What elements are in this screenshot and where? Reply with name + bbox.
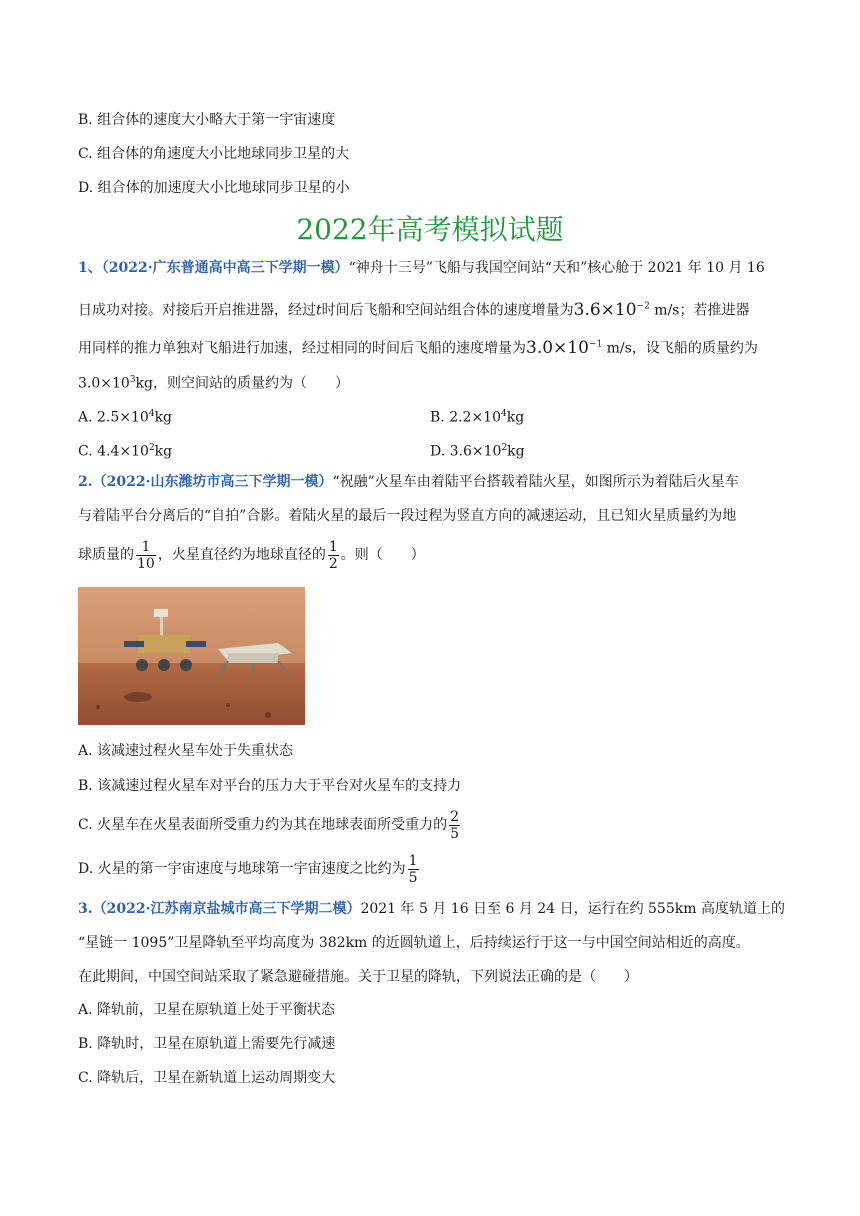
q1-velocity-1: $3.6\times 10^{-2}$ xyxy=(573,299,650,320)
q3-option-c: C. 降轨后，卫星在新轨道上运动周期变大 xyxy=(78,1070,336,1086)
q1-source: 1、（2022·广东普通高中高三下学期一模） xyxy=(78,260,349,276)
q1-line-1: 1、（2022·广东普通高中高三下学期一模）“神舟十三号”飞船与我国空间站“天和”核心舱于 2021 年 10 月 16 xyxy=(78,260,765,276)
q2-line-1: 2.（2022·山东潍坊市高三下学期一模）“祝融”火星车由着陆平台搭载着陆火星，如图所示为着陆后火星车 xyxy=(78,474,739,490)
prev-option-d: D. 组合体的加速度大小比地球同步卫星的小 xyxy=(78,180,350,196)
q3-line-2: “星链一 1095”卫星降轨至平均高度为 382km 的近圆轨道上，后持续运行于这一与中国空间站相近的高度。 xyxy=(78,935,750,951)
section-title: 2022年高考模拟试题 xyxy=(296,213,564,246)
q3-option-a: A. 降轨前，卫星在原轨道上处于平衡状态 xyxy=(78,1002,336,1018)
q2-line-2: 与着陆平台分离后的“自拍”合影。着陆火星的最后一段过程为竖直方向的减速运动，且已知火星质量约为地 xyxy=(78,508,737,524)
q1-line-3: 用同样的推力单独对飞船进行加速，经过相同的时间后飞船的速度增量为$3.0\times 10^{-1}$ m/s，设飞船的质量约为 xyxy=(78,337,758,358)
q2-line-3: 球质量的 $\frac{1}{10}$ ，火星直径约为地球直径的 $\frac{1}{2}$ 。则（ ） xyxy=(78,538,425,572)
q2-option-a: A. 该减速过程火星车处于失重状态 xyxy=(78,743,294,759)
prev-option-b: B. 组合体的速度大小略大于第一宇宙速度 xyxy=(78,112,336,128)
fraction-1-10: $\frac{1}{10}$ xyxy=(137,538,155,572)
q1-velocity-2: $3.0\times 10^{-1}$ xyxy=(526,337,603,358)
q3-option-b: B. 降轨时，卫星在原轨道上需要先行减速 xyxy=(78,1036,336,1052)
q1-line-4: $3.0\times 10^3kg$，则空间站的质量约为（ ） xyxy=(78,375,349,392)
q1-option-b: B. $2.2\times 10^4kg$ xyxy=(430,409,525,426)
q1-line-2: 日成功对接。对接后开启推进器，经过t时间后飞船和空间站组合体的速度增量为$3.6\times 10^{-2}$ m/s；若推进器 xyxy=(78,299,750,320)
q1-option-d: D. $3.6\times 10^2kg$ xyxy=(430,443,525,460)
q2-source: 2.（2022·山东潍坊市高三下学期一模） xyxy=(78,474,333,490)
q2-option-d: D. 火星的第一宇宙速度与地球第一宇宙速度之比约为 $\frac{1}{5}$ xyxy=(78,852,418,886)
fraction-2-5: $\frac{2}{5}$ xyxy=(450,808,460,842)
q2-option-b: B. 该减速过程火星车对平台的压力大于平台对火星车的支持力 xyxy=(78,778,462,794)
mars-rover-photo xyxy=(78,587,305,725)
fraction-1-5: $\frac{1}{5}$ xyxy=(408,852,418,886)
prev-option-c: C. 组合体的角速度大小比地球同步卫星的大 xyxy=(78,146,350,162)
q3-line-1: 3.（2022·江苏南京盐城市高三下学期二模）2021 年 5 月 16 日至 6 月 24 日，运行在约 555km 高度轨道上的 xyxy=(78,901,785,917)
q1-option-a: A. $2.5\times 10^4kg$ xyxy=(78,409,173,426)
q2-option-c: C. 火星车在火星表面所受重力约为其在地球表面所受重力的 $\frac{2}{5}$ xyxy=(78,808,460,842)
fraction-1-2: $\frac{1}{2}$ xyxy=(328,538,338,572)
q3-line-3: 在此期间，中国空间站采取了紧急避碰措施。关于卫星的降轨，下列说法正确的是（ ） xyxy=(78,969,638,985)
q1-option-c: C. $4.4\times 10^2kg$ xyxy=(78,443,173,460)
q3-source: 3.（2022·江苏南京盐城市高三下学期二模） xyxy=(78,901,361,917)
